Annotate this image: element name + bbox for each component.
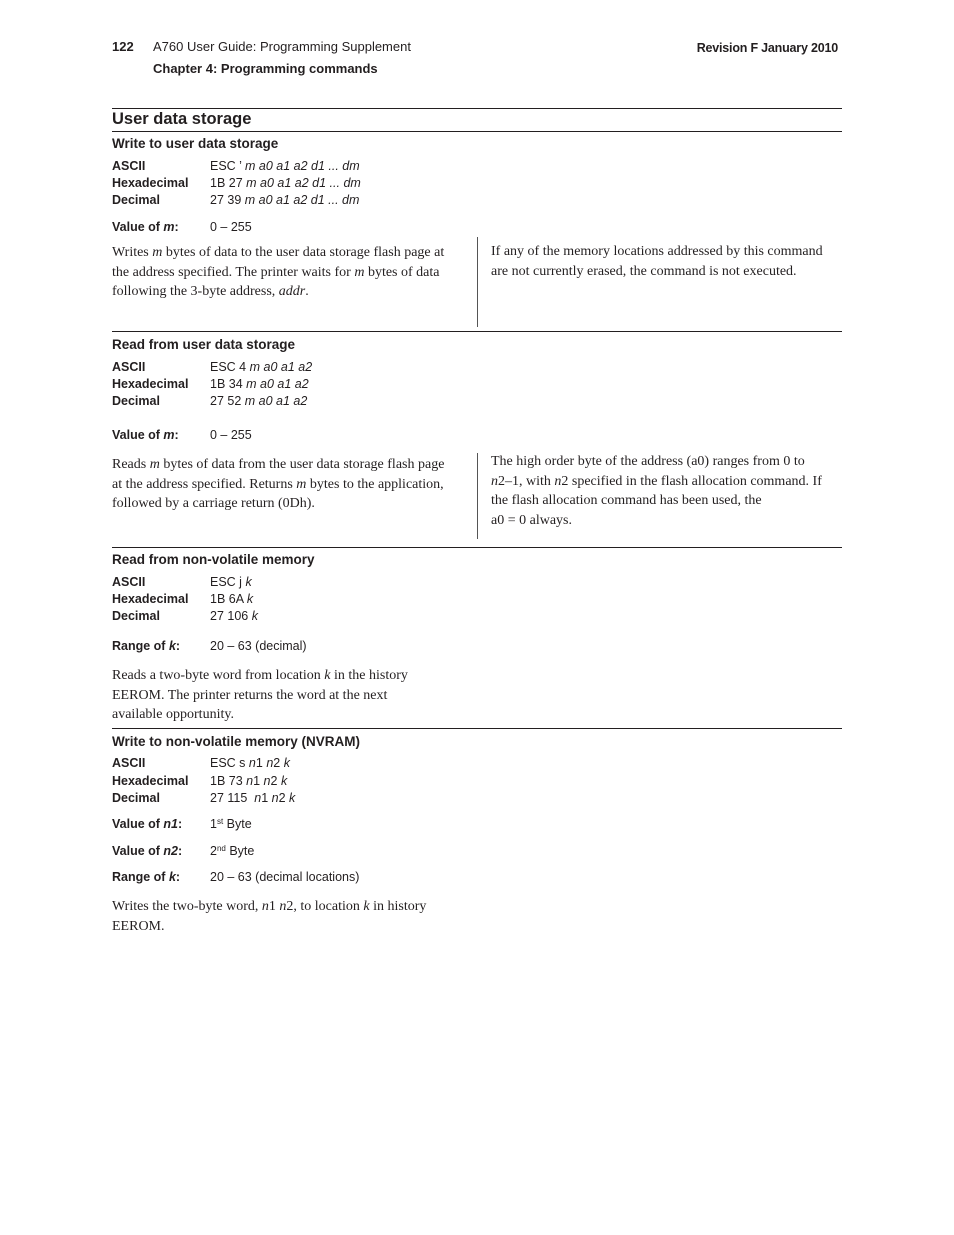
cmd2-rule — [112, 547, 842, 548]
cmd-write-user-data-title: Write to user data storage — [112, 136, 279, 151]
ascii-label: ASCII — [112, 159, 146, 173]
cmd2-column-divider — [477, 453, 478, 539]
cmd1-note: If any of the memory locations addressed by this command are not currently erased, the command is not executed. — [491, 244, 823, 279]
cmd1-description: Writes m bytes of data to the user data storage flash page at the address specified. The printer waits for m bytes of data following the 3-byte address, addr. — [112, 245, 445, 299]
cmd-write-nvram-title: Write to non-volatile memory (NVRAM) — [112, 734, 361, 749]
value-n1-label: Value of n1: — [112, 817, 183, 831]
document-title: A760 User Guide: Programming Supplement — [153, 39, 411, 54]
cmd2-description: Reads m bytes of data from the user data storage flash page at the address specified. Returns m bytes to the application, followed by a carriage return (0Dh). — [112, 457, 445, 511]
cmd3-dec-value: 27 106 k — [210, 609, 258, 623]
cmd2-hex-value: 1B 34 m a0 a1 a2 — [210, 377, 309, 391]
cmd-read-user-data-title: Read from user data storage — [112, 337, 296, 352]
revision-label: Revision F January 2010 — [696, 41, 838, 55]
range-label: Range of k: — [112, 639, 181, 653]
cmd2-value: 0 – 255 — [210, 428, 252, 442]
dec-label: Decimal — [112, 791, 160, 805]
dec-label: Decimal — [112, 193, 160, 207]
cmd4-description: Writes the two-byte word, n1 n2, to location k in history EEROM. — [112, 899, 427, 934]
hex-label: Hexadecimal — [112, 377, 189, 391]
section-rule-bottom — [112, 131, 842, 132]
cmd2-note: The high order byte of the address (a0) ranges from 0 to n2–1, with n2 specified in the flash allocation command. If the flash allocation command has been used, the a0 = 0 always. — [491, 454, 822, 528]
page-number: 122 — [112, 39, 134, 54]
cmd4-n1-value: 1st Byte — [210, 817, 252, 831]
cmd3-range: 20 – 63 (decimal) — [210, 639, 307, 653]
cmd3-ascii-value: ESC j k — [210, 575, 252, 589]
section-rule-top — [112, 108, 842, 109]
range-label: Range of k: — [112, 870, 181, 884]
ascii-label: ASCII — [112, 575, 146, 589]
chapter-title: Chapter 4: Programming commands — [153, 61, 378, 76]
cmd3-rule — [112, 728, 842, 729]
cmd3-hex-value: 1B 6A k — [210, 592, 254, 606]
section-title: User data storage — [112, 110, 252, 128]
ascii-label: ASCII — [112, 756, 146, 770]
cmd4-n2-value: 2nd Byte — [210, 844, 255, 858]
cmd1-column-divider — [477, 237, 478, 327]
hex-label: Hexadecimal — [112, 774, 189, 788]
cmd4-ascii-value: ESC s n1 n2 k — [210, 756, 290, 770]
cmd-read-nvm-title: Read from non-volatile memory — [112, 552, 315, 567]
cmd4-range: 20 – 63 (decimal locations) — [210, 870, 360, 884]
ascii-label: ASCII — [112, 360, 146, 374]
cmd1-dec-value: 27 39 m a0 a1 a2 d1 ... dm — [210, 193, 360, 207]
cmd3-description: Reads a two-byte word from location k in the history EEROM. The printer returns the word at the next available opportunity. — [112, 668, 408, 722]
cmd4-dec-value: 27 115 n1 n2 k — [210, 791, 296, 805]
value-label: Value of m: — [112, 428, 179, 442]
cmd2-dec-value: 27 52 m a0 a1 a2 — [210, 394, 308, 408]
hex-label: Hexadecimal — [112, 176, 189, 190]
cmd1-rule — [112, 331, 842, 332]
cmd1-value: 0 – 255 — [210, 220, 252, 234]
dec-label: Decimal — [112, 609, 160, 623]
cmd2-ascii-value: ESC 4 m a0 a1 a2 — [210, 360, 313, 374]
dec-label: Decimal — [112, 394, 160, 408]
value-label: Value of m: — [112, 220, 179, 234]
hex-label: Hexadecimal — [112, 592, 189, 606]
cmd1-ascii-value: ESC ’ m a0 a1 a2 d1 ... dm — [210, 159, 360, 173]
cmd1-hex-value: 1B 27 m a0 a1 a2 d1 ... dm — [210, 176, 361, 190]
cmd4-hex-value: 1B 73 n1 n2 k — [210, 774, 288, 788]
value-n2-label: Value of n2: — [112, 844, 183, 858]
